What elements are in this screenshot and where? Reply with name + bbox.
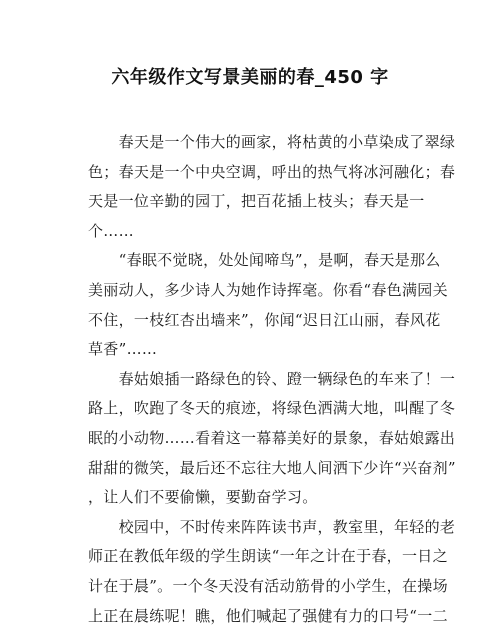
text-line: 色；春天是一个中央空调，呼出的热气将冰河融化；春 (88, 158, 418, 188)
paragraph-4 (88, 513, 418, 631)
text-line: “春眠不觉晓，处处闻啼鸟”，是啊，春天是那么 (88, 246, 418, 276)
document-body (88, 128, 418, 631)
text-line: ，让人们不要偷懒，要勤奋学习。 (88, 483, 418, 513)
text-line: 师正在教低年级的学生朗读“一年之计在于春，一日之 (88, 542, 418, 572)
text-line: 春姑娘插一路绿色的铃、蹬一辆绿色的车来了！一 (88, 365, 418, 395)
text-line: 春天是一个伟大的画家，将枯黄的小草染成了翠绿 (88, 128, 418, 158)
text-line: 不住，一枝红杏出墙来”，你闻“迟日江山丽，春风花 (88, 306, 418, 336)
text-line: 天是一位辛勤的园丁，把百花插上枝头；春天是一 (88, 187, 418, 217)
text-line: 校园中，不时传来阵阵读书声，教室里，年轻的老 (88, 513, 418, 543)
paragraph-3 (88, 365, 418, 513)
paragraph-2 (88, 246, 418, 364)
text-line: 甜甜的微笑，最后还不忘往大地人间洒下少许“兴奋剂” (88, 454, 418, 484)
text-line: 个…… (88, 217, 418, 247)
document-title: 六年级作文写景美丽的春_450 字 (0, 64, 500, 92)
text-line: 眠的小动物……看着这一幕幕美好的景象，春姑娘露出 (88, 424, 418, 454)
text-line: 美丽动人，多少诗人为她作诗挥毫。你看“春色满园关 (88, 276, 418, 306)
text-line: 草香”…… (88, 335, 418, 365)
text-line: 计在于晨”。一个冬天没有活动筋骨的小学生，在操场 (88, 572, 418, 602)
text-line: 路上，吹跑了冬天的痕迹，将绿色洒满大地，叫醒了冬 (88, 394, 418, 424)
text-line: 上正在晨练呢！瞧，他们喊起了强健有力的口号“一二 (88, 602, 418, 631)
paragraph-1 (88, 128, 418, 246)
